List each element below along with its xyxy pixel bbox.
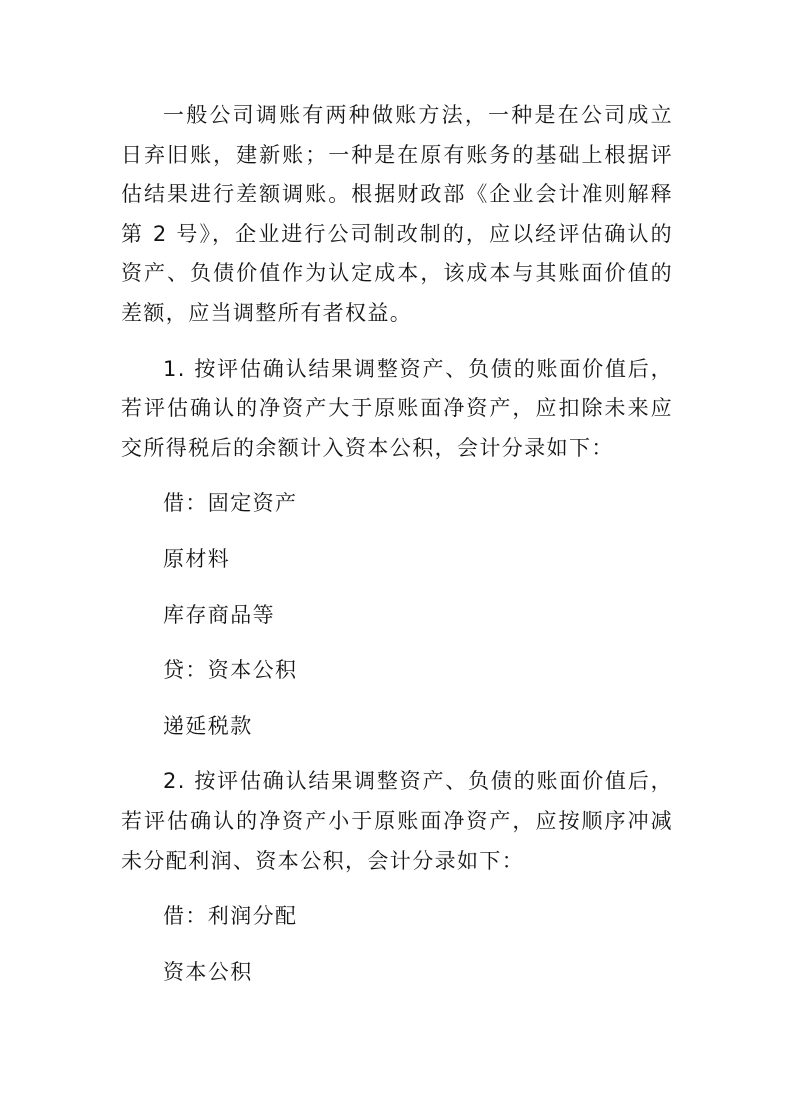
intro-paragraph: 一般公司调账有两种做账方法，一种是在公司成立日弃旧账，建新账；一种是在原有账务的基础上根据评估结果进行差额调账。根据财政部《企业会计准则解释第 2 号》，企业进行公司制改制的，应以经评估确认的资产、负债价值作为认定成本，该成本与其账面价值的差额，应当调整所有者权益。 xyxy=(121,103,673,325)
entry-1-line-inventory: 库存商品等 xyxy=(163,602,275,627)
document-body xyxy=(121,96,673,992)
case-2-paragraph: 2. 按评估确认结果调整资产、负债的账面价值后，若评估确认的净资产小于原账面净资产，应按顺序冲减未分配利润、资本公积，会计分录如下： xyxy=(121,769,673,873)
entry-2-debit-line: 借：利润分配 xyxy=(163,904,298,929)
case-1-paragraph: 1. 按评估确认结果调整资产、负债的账面价值后，若评估确认的净资产大于原账面净资产，应扣除未来应交所得税后的余额计入资本公积，会计分录如下： xyxy=(121,356,673,460)
entry-1-debit-line: 借：固定资产 xyxy=(163,491,298,516)
entry-2-line-capital-reserve: 资本公积 xyxy=(163,959,253,984)
entry-1-credit-line: 贷：资本公积 xyxy=(163,658,298,683)
entry-1-line-raw-materials: 原材料 xyxy=(163,546,231,571)
entry-1-line-deferred-tax: 递延税款 xyxy=(163,713,253,738)
